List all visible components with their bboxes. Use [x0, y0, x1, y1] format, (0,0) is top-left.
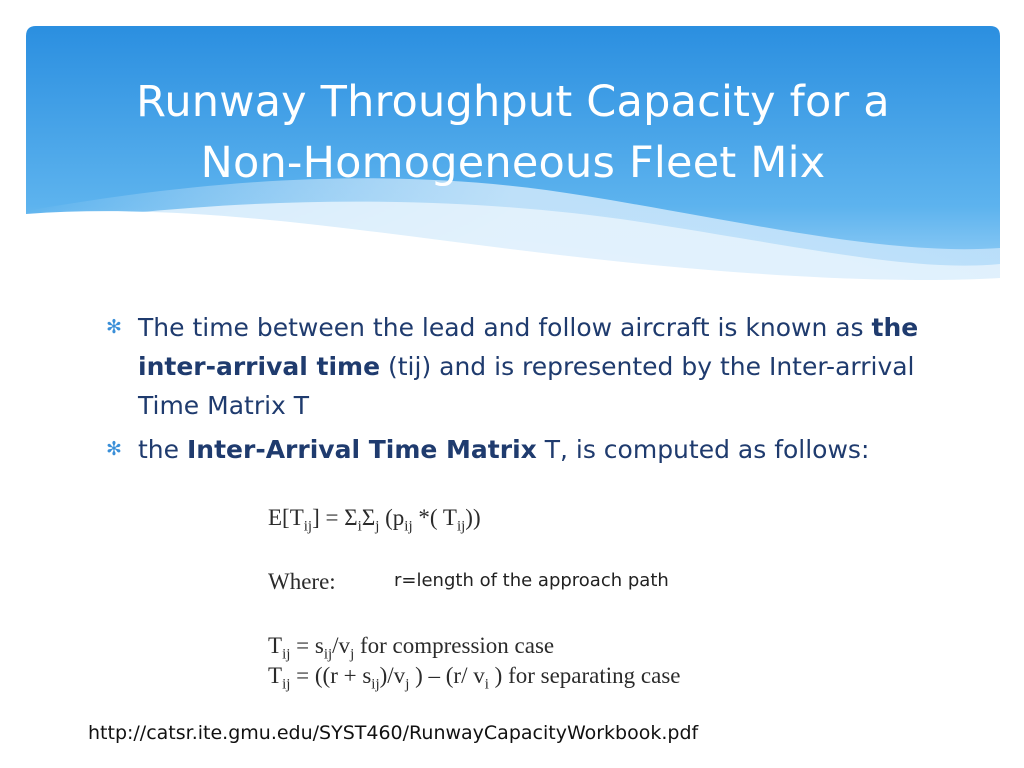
bullet-2-text-pre: the	[138, 435, 187, 464]
where-label: Where:	[268, 569, 336, 594]
formula-part: Σ	[361, 505, 376, 530]
formula-subscript: i	[357, 518, 362, 535]
formula-part: ) – (r/ v	[409, 663, 485, 688]
bullet-2-text-post: T, is computed as follows:	[536, 435, 870, 464]
bullet-item-inter-arrival-time	[104, 308, 964, 425]
bullet-2-text-bold: Inter-Arrival Time Matrix	[186, 435, 537, 464]
approach-path-note: r=length of the approach path	[394, 570, 669, 591]
formula-subscript: j	[350, 646, 355, 663]
bullet-marker-icon: ✻	[106, 438, 122, 460]
bullet-1-text-post: (tij) and is represented by the Inter-arrival Time Matrix T	[138, 352, 915, 420]
formula-part: for compression case	[354, 633, 555, 658]
formula-part: = s	[290, 633, 324, 658]
formula-subscript: ij	[404, 518, 413, 535]
formula-part: = ((r + s	[290, 663, 372, 688]
bullet-marker-icon: ✻	[106, 316, 122, 338]
title-banner	[26, 26, 1000, 284]
formula-part: ))	[465, 505, 481, 530]
slide-title-line-1: Runway Throughput Capacity for a	[136, 77, 890, 127]
formula-subscript: ij	[371, 676, 380, 693]
formula-subscript: j	[375, 518, 380, 535]
formula-part: T	[268, 663, 283, 688]
formula-subscript: j	[405, 676, 410, 693]
source-url-link[interactable]: http://catsr.ite.gmu.edu/SYST460/RunwayCapacityWorkbook.pdf	[88, 722, 699, 744]
formula-part: )/v	[379, 663, 406, 688]
formula-part: (p	[379, 505, 405, 530]
formula-part: /v	[332, 633, 351, 658]
bullet-1-text-pre: The time between the lead and follow aircraft is known as	[138, 313, 872, 342]
formula-part: *( T	[412, 505, 457, 530]
expected-value-formula	[268, 504, 481, 541]
bullet-list	[104, 308, 964, 474]
formula-subscript: ij	[303, 518, 313, 535]
bullet-1-text-bold: the inter-arrival time	[138, 313, 919, 381]
formula-subscript: ij	[456, 518, 466, 535]
formula-part: T	[268, 633, 283, 658]
slide-title-line-2: Non-Homogeneous Fleet Mix	[200, 138, 826, 188]
separating-case-formula	[268, 662, 680, 699]
formula-part: E[T	[268, 505, 304, 530]
bullet-item-matrix-computation	[104, 430, 964, 469]
formula-subscript: i	[484, 676, 489, 693]
formula-subscript: ij	[282, 646, 291, 663]
formula-part: ) for separating case	[488, 663, 681, 688]
formula-subscript: ij	[323, 646, 333, 663]
formula-subscript: ij	[282, 676, 291, 693]
slide-title	[26, 72, 1000, 194]
formula-part: ] = Σ	[312, 505, 358, 530]
